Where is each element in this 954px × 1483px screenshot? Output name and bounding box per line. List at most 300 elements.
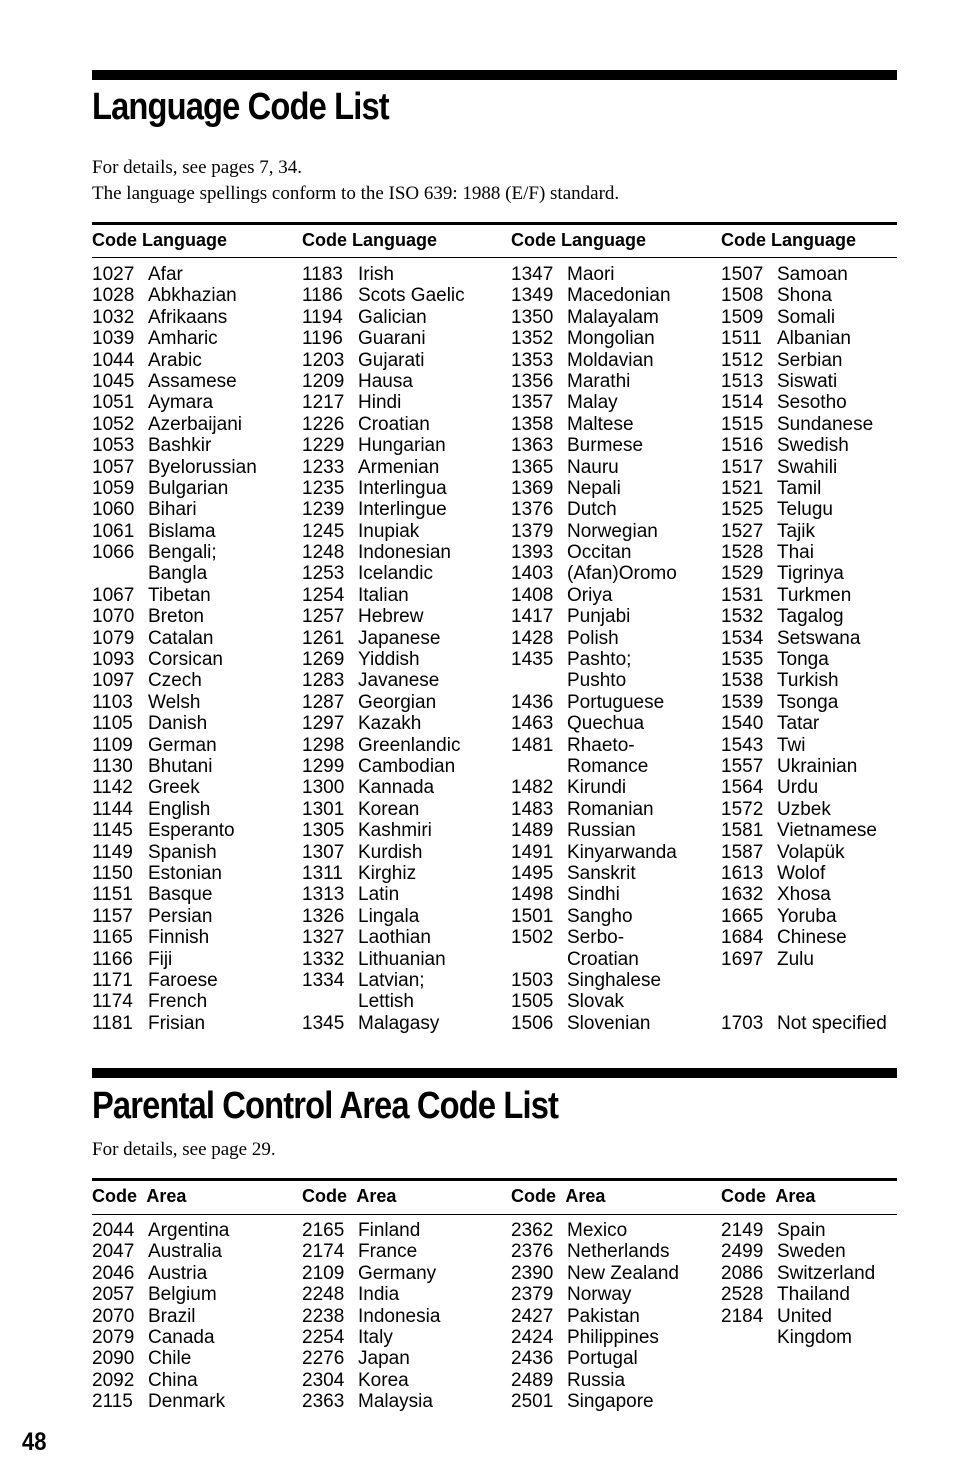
code-cell: 1564 [721,777,764,799]
code-cell: 2079 [92,1326,135,1348]
code-cell: 2070 [92,1305,135,1327]
name-cell: English [148,798,211,820]
name-cell: Tibetan [148,584,211,606]
name-cell: Telugu [777,499,833,521]
name-cell: China [148,1369,198,1391]
name-cell: Icelandic [358,563,433,585]
code-cell: 2489 [511,1369,554,1391]
code-cell: 1503 [511,969,554,991]
code-cell: 1149 [92,841,133,863]
code-cell: 1150 [92,862,133,884]
code-cell: 1105 [92,713,133,735]
name-cell: German [148,734,217,756]
code-cell: 1665 [721,905,764,927]
name-cell: Maltese [567,413,634,435]
name-cell: Denmark [148,1391,226,1413]
code-cell: 1311 [302,862,343,884]
code-cell: 1393 [511,542,554,564]
code-cell: 1217 [302,392,345,414]
name-cell: Finnish [148,927,210,949]
code-cell: 1253 [302,563,345,585]
name-cell: Twi [777,734,806,756]
language-header-4: Code Language [721,230,857,250]
code-cell: 1300 [302,777,345,799]
name-cell: Belgium [148,1284,217,1306]
code-cell: 1572 [721,798,764,820]
code-cell: 1363 [511,435,554,457]
code-cell: 1307 [302,841,345,863]
section-bar [92,70,897,80]
name-cell: Samoan [777,264,848,285]
code-cell: 2044 [92,1220,135,1241]
name-cell: Armenian [358,456,440,478]
code-cell: 2115 [92,1391,133,1413]
code-cell: 1142 [92,777,133,799]
name-cell: Croatian [358,413,430,435]
name-cell: Tigrinya [777,563,844,585]
name-cell: Serbian [777,349,843,371]
language-header-3: Code Language [511,230,647,250]
code-cell: 2499 [721,1241,764,1263]
code-cell: 1109 [92,734,133,756]
name-cell: Latin [358,884,400,906]
name-cell: Irish [358,264,394,285]
code-cell: 1283 [302,670,345,692]
name-cell: Kinyarwanda [567,841,677,863]
name-cell: Kirghiz [358,862,417,884]
code-cell: 2165 [302,1220,345,1241]
name-cell: Bengali; [148,542,217,564]
name-cell: Guarani [358,328,426,350]
code-cell: 1511 [721,328,762,350]
name-cell: Polish [567,627,619,649]
code-cell: 1501 [511,905,554,927]
code-cell: 1166 [92,948,133,970]
name-cell: Malay [567,392,618,414]
code-cell: 1203 [302,349,345,371]
name-cell: Lettish [358,991,414,1013]
name-cell: Faroese [148,969,218,991]
name-cell: Australia [148,1241,222,1263]
code-cell: 1057 [92,456,135,478]
code-cell: 1332 [302,948,345,970]
name-cell: Portuguese [567,691,665,713]
name-cell: Assamese [148,370,237,392]
name-cell: Mexico [567,1220,628,1241]
name-cell: Argentina [148,1220,230,1241]
name-cell: Byelorussian [148,456,257,478]
code-cell: 1345 [302,1012,345,1034]
code-cell: 1067 [92,584,135,606]
name-cell: Tatar [777,713,820,735]
code-cell: 2090 [92,1348,135,1370]
code-cell: 2046 [92,1262,135,1284]
code-cell: 2149 [721,1220,764,1241]
code-cell: 1403 [511,563,554,585]
name-cell: Maori [567,264,615,285]
name-cell: Galician [358,306,427,328]
name-cell: Sanskrit [567,862,636,884]
code-cell: 1613 [721,862,764,884]
name-cell: Dutch [567,499,617,521]
name-cell: Albanian [777,328,851,350]
code-cell: 1525 [721,499,764,521]
code-cell: 1632 [721,884,764,906]
name-cell: Austria [148,1262,208,1284]
table-header-rule [92,257,897,258]
code-cell: 2109 [302,1262,345,1284]
name-cell: Yoruba [777,905,837,927]
code-cell: 1508 [721,285,764,307]
name-cell: Shona [777,285,832,307]
code-cell: 2276 [302,1348,345,1370]
name-cell: Kurdish [358,841,423,863]
name-cell: Pakistan [567,1305,640,1327]
code-cell: 1353 [511,349,554,371]
name-cell: Amharic [148,328,218,350]
code-cell: 1305 [302,820,345,842]
name-cell: Switzerland [777,1262,876,1284]
name-cell: Vietnamese [777,820,877,842]
name-cell: Interlingue [358,499,447,521]
name-cell: Kannada [358,777,435,799]
code-cell: 1103 [92,691,133,713]
name-cell: Volapük [777,841,845,863]
code-cell: 1059 [92,477,135,499]
name-cell: Hebrew [358,606,424,628]
name-cell: Tagalog [777,606,844,628]
code-cell: 1226 [302,413,345,435]
code-cell: 1513 [721,370,764,392]
code-cell: 1376 [511,499,554,521]
code-cell: 1365 [511,456,554,478]
area-header-1: Code Area [92,1186,187,1206]
name-cell: Singapore [567,1391,654,1413]
code-cell: 2092 [92,1369,135,1391]
code-cell: 1186 [302,285,343,307]
name-cell: Lingala [358,905,420,927]
name-cell: Spanish [148,841,217,863]
code-cell: 1703 [721,1012,764,1034]
code-cell: 2390 [511,1262,554,1284]
name-cell: Breton [148,606,204,628]
code-cell: 1428 [511,627,554,649]
name-cell: Russian [567,820,636,842]
code-cell: 1183 [302,264,343,285]
page-number: 48 [22,1428,47,1456]
code-cell: 2238 [302,1305,345,1327]
name-cell: Serbo- [567,927,625,949]
code-cell: 1352 [511,328,554,350]
name-cell: Quechua [567,713,645,735]
code-cell: 1489 [511,820,554,842]
name-cell: Inupiak [358,520,420,542]
code-cell: 2528 [721,1284,764,1306]
name-cell: Nepali [567,477,621,499]
name-cell: Hindi [358,392,402,414]
name-cell: Sundanese [777,413,874,435]
table-header-rule [92,1214,897,1215]
name-cell: Swahili [777,456,838,478]
section-bar [92,1068,897,1078]
code-cell: 1326 [302,905,345,927]
name-cell: Russia [567,1369,626,1391]
name-cell: Arabic [148,349,202,371]
name-cell: French [148,991,208,1013]
code-cell: 1509 [721,306,764,328]
name-cell: Basque [148,884,213,906]
code-cell: 1506 [511,1012,554,1034]
code-cell: 2424 [511,1326,554,1348]
name-cell: Czech [148,670,202,692]
name-cell: Interlingua [358,477,447,499]
code-cell: 1233 [302,456,345,478]
code-cell: 1369 [511,477,554,499]
code-cell: 1144 [92,798,133,820]
code-cell: 1209 [302,370,345,392]
name-cell: Croatian [567,948,639,970]
code-cell: 1417 [511,606,554,628]
name-cell: Afar [148,264,183,285]
name-cell: Slovak [567,991,625,1013]
code-cell: 1581 [721,820,764,842]
code-cell: 2304 [302,1369,345,1391]
code-cell: 1066 [92,542,135,564]
code-cell: 1334 [302,969,345,991]
name-cell: (Afan)Oromo [567,563,677,585]
name-cell: Canada [148,1326,215,1348]
name-cell: Kazakh [358,713,422,735]
name-cell: Zulu [777,948,814,970]
name-cell: Sweden [777,1241,846,1263]
name-cell: Tonga [777,649,829,671]
name-cell: Thailand [777,1284,850,1306]
code-cell: 1349 [511,285,554,307]
code-cell: 1498 [511,884,554,906]
name-cell: Corsican [148,649,223,671]
name-cell: Aymara [148,392,214,414]
code-cell: 1039 [92,328,135,350]
code-cell: 1587 [721,841,764,863]
name-cell: Esperanto [148,820,235,842]
code-cell: 1505 [511,991,554,1013]
code-cell: 1491 [511,841,554,863]
code-cell: 1327 [302,927,345,949]
code-cell: 1079 [92,627,135,649]
code-cell: 1483 [511,798,554,820]
code-cell: 1539 [721,691,764,713]
code-cell: 1287 [302,691,345,713]
code-cell: 1463 [511,713,554,735]
name-cell: Abkhazian [148,285,237,307]
name-cell: Afrikaans [148,306,228,328]
area-header-2: Code Area [302,1186,397,1206]
name-cell: Tsonga [777,691,839,713]
code-cell: 1261 [302,627,345,649]
name-cell: Punjabi [567,606,631,628]
name-cell: Italian [358,584,409,606]
code-cell: 2362 [511,1220,554,1241]
name-cell: Mongolian [567,328,655,350]
code-cell: 1540 [721,713,764,735]
code-cell: 2376 [511,1241,554,1263]
name-cell: Tamil [777,477,822,499]
code-cell: 2174 [302,1241,345,1263]
code-cell: 1174 [92,991,133,1013]
code-cell: 1347 [511,264,554,285]
language-header-1: Code Language [92,230,228,250]
code-cell: 1697 [721,948,764,970]
name-cell: Persian [148,905,213,927]
name-cell: Welsh [148,691,201,713]
code-cell: 2363 [302,1391,345,1413]
code-cell: 1408 [511,584,554,606]
name-cell: Gujarati [358,349,425,371]
name-cell: Cambodian [358,755,456,777]
code-cell: 1298 [302,734,345,756]
name-cell: Korea [358,1369,409,1391]
name-cell: Nauru [567,456,619,478]
name-cell: Scots Gaelic [358,285,465,307]
name-cell: Lithuanian [358,948,446,970]
code-cell: 1350 [511,306,554,328]
code-cell: 1495 [511,862,554,884]
code-cell: 1436 [511,691,554,713]
name-cell: Malaysia [358,1391,433,1413]
code-cell: 1356 [511,370,554,392]
code-cell: 1528 [721,542,764,564]
name-cell: Fiji [148,948,173,970]
name-cell: Laothian [358,927,431,949]
area-header-3: Code Area [511,1186,606,1206]
name-cell: Bulgarian [148,477,229,499]
code-cell: 1512 [721,349,764,371]
name-cell: Thai [777,542,814,564]
code-cell: 1534 [721,627,764,649]
code-cell: 1535 [721,649,764,671]
code-cell: 1239 [302,499,345,521]
code-cell: 1093 [92,649,135,671]
name-cell: Germany [358,1262,437,1284]
name-cell: Italy [358,1326,393,1348]
name-cell: Norway [567,1284,632,1306]
code-cell: 1358 [511,413,554,435]
name-cell: Romance [567,755,649,777]
code-cell: 1194 [302,306,343,328]
name-cell: Javanese [358,670,440,692]
code-cell: 1313 [302,884,345,906]
name-cell: Turkmen [777,584,852,606]
code-cell: 1052 [92,413,135,435]
language-header-2: Code Language [302,230,438,250]
code-cell: 1157 [92,905,133,927]
code-cell: 1684 [721,927,764,949]
name-cell: Korean [358,798,420,820]
code-cell: 2501 [511,1391,554,1413]
code-cell: 1248 [302,542,345,564]
name-cell: Bangla [148,563,208,585]
parental-title: Parental Control Area Code List [92,1085,559,1127]
name-cell: Japanese [358,627,441,649]
code-cell: 1028 [92,285,135,307]
language-title: Language Code List [92,86,389,128]
name-cell: Norwegian [567,520,658,542]
code-cell: 1357 [511,392,554,414]
code-cell: 2248 [302,1284,345,1306]
name-cell: Malagasy [358,1012,440,1034]
code-cell: 1171 [92,969,133,991]
name-cell: Danish [148,713,208,735]
name-cell: Sangho [567,905,633,927]
code-cell: 1165 [92,927,133,949]
language-intro-2: The language spellings conform to the ISO 639: 1988 (E/F) standard. [92,183,620,204]
name-cell: Kirundi [567,777,627,799]
code-cell: 1053 [92,435,135,457]
name-cell: Romanian [567,798,654,820]
name-cell: Kingdom [777,1326,852,1348]
name-cell: Xhosa [777,884,831,906]
name-cell: Indonesia [358,1305,441,1327]
code-cell: 1482 [511,777,554,799]
name-cell: Philippines [567,1326,659,1348]
name-cell: Japan [358,1348,410,1370]
name-cell: Greenlandic [358,734,461,756]
table-top-rule [92,222,897,225]
name-cell: Sesotho [777,392,847,414]
code-cell: 1301 [302,798,345,820]
name-cell: Latvian; [358,969,425,991]
name-cell: United [777,1305,832,1327]
code-cell: 1044 [92,349,135,371]
name-cell: Somali [777,306,836,328]
code-cell: 1045 [92,370,135,392]
name-cell: Urdu [777,777,819,799]
name-cell: Occitan [567,542,632,564]
code-cell: 1543 [721,734,764,756]
name-cell: Indonesian [358,542,451,564]
code-cell: 1435 [511,649,554,671]
code-cell: 1532 [721,606,764,628]
name-cell: Rhaeto- [567,734,635,756]
code-cell: 1151 [92,884,133,906]
name-cell: Ukrainian [777,755,858,777]
language-intro-1: For details, see pages 7, 34. [92,157,303,178]
code-cell: 1254 [302,584,345,606]
name-cell: Yiddish [358,649,420,671]
code-cell: 1557 [721,755,764,777]
code-cell: 1145 [92,820,133,842]
name-cell: Macedonian [567,285,671,307]
name-cell: Siswati [777,370,838,392]
name-cell: Turkish [777,670,839,692]
code-cell: 1196 [302,328,343,350]
code-cell: 1051 [92,392,135,414]
name-cell: Tajik [777,520,816,542]
name-cell: Estonian [148,862,222,884]
name-cell: Chile [148,1348,192,1370]
code-cell: 2086 [721,1262,764,1284]
name-cell: France [358,1241,418,1263]
name-cell: Kashmiri [358,820,432,842]
code-cell: 1061 [92,520,135,542]
area-header-4: Code Area [721,1186,816,1206]
name-cell: New Zealand [567,1262,679,1284]
code-cell: 1502 [511,927,554,949]
code-cell: 1515 [721,413,764,435]
name-cell: Finland [358,1220,421,1241]
name-cell: Spain [777,1220,826,1241]
code-cell: 1481 [511,734,554,756]
